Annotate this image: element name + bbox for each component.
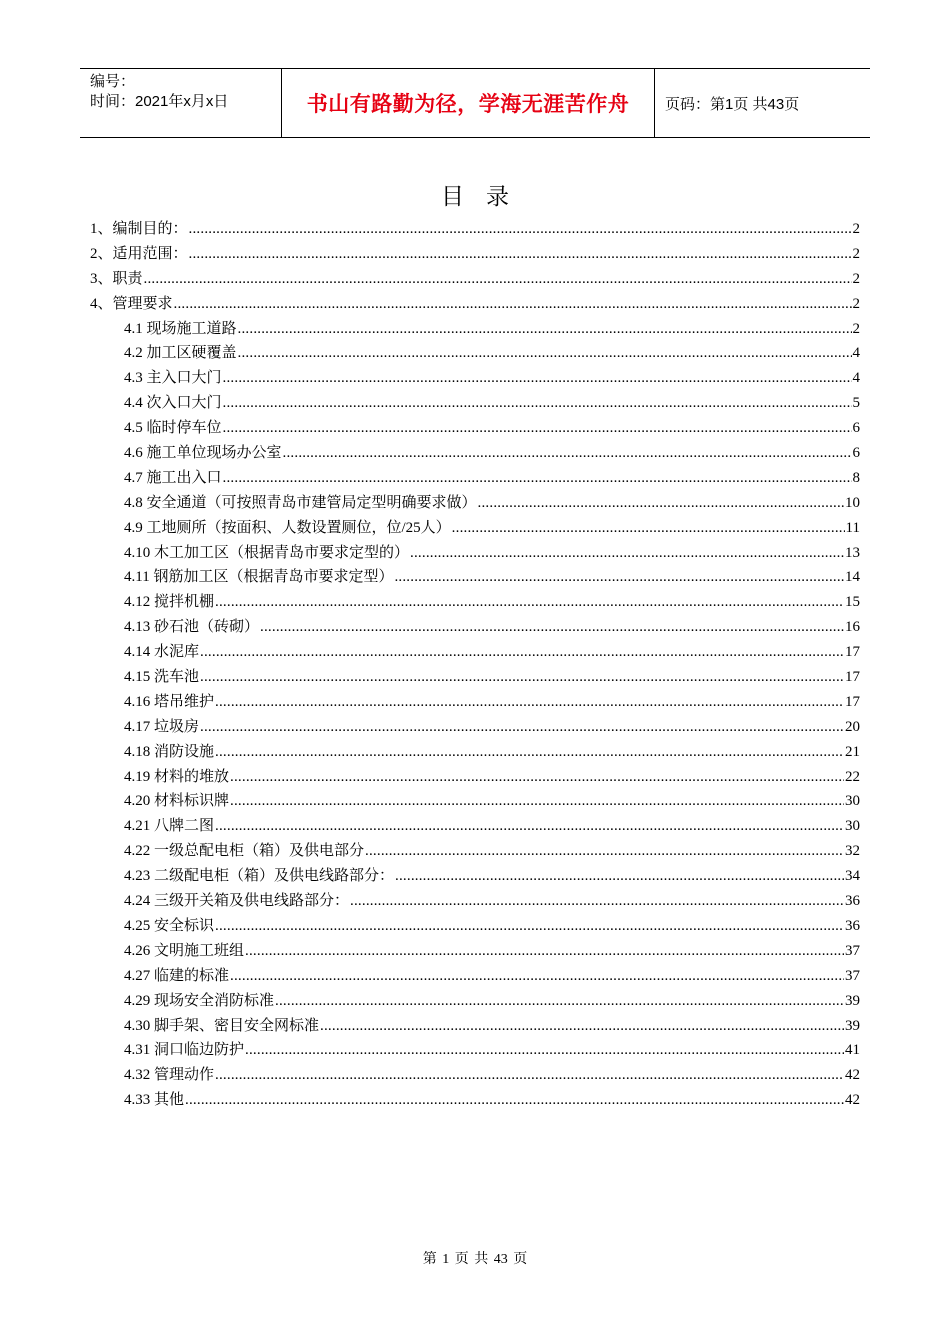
toc-entry-page: 39 <box>845 1017 860 1034</box>
toc-dot-leader <box>230 765 844 790</box>
toc-dot-leader <box>215 740 844 765</box>
toc-entry-page: 6 <box>852 445 860 462</box>
toc-entry-label: 4.24 三级开关箱及供电线路部分： <box>124 893 350 910</box>
toc-entry-page: 17 <box>845 669 860 686</box>
toc-dot-leader <box>223 391 852 416</box>
toc-dot-leader <box>223 466 852 491</box>
toc-entry[interactable] <box>90 516 860 541</box>
toc-entry-label: 4.4 次入口大门 <box>124 395 222 412</box>
toc-dot-leader <box>478 491 844 516</box>
toc-entry[interactable] <box>90 341 860 366</box>
toc-dot-leader <box>283 441 852 466</box>
toc-entry-page: 13 <box>845 544 860 561</box>
toc-dot-leader <box>223 416 852 441</box>
toc-entry-page: 21 <box>845 743 860 760</box>
toc-entry-label: 4.31 洞口临边防护 <box>124 1042 245 1059</box>
toc-entry[interactable] <box>90 715 860 740</box>
toc-entry[interactable] <box>90 665 860 690</box>
toc-entry-page: 37 <box>845 967 860 984</box>
toc-entry[interactable] <box>90 765 860 790</box>
toc-entry-label: 4.1 现场施工道路 <box>124 320 237 337</box>
toc-entry[interactable] <box>90 416 860 441</box>
toc-dot-leader <box>215 1063 844 1088</box>
toc-entry[interactable] <box>90 242 860 267</box>
toc-entry[interactable] <box>90 391 860 416</box>
toc-entry-label: 4.29 现场安全消防标准 <box>124 992 275 1009</box>
toc-entry[interactable] <box>90 317 860 342</box>
toc-entry-page: 15 <box>845 594 860 611</box>
toc-entry-page: 36 <box>845 917 860 934</box>
toc-entry-page: 36 <box>845 893 860 910</box>
toc-entry[interactable] <box>90 839 860 864</box>
toc-entry-page: 10 <box>845 494 860 511</box>
toc-entry[interactable] <box>90 590 860 615</box>
toc-dot-leader <box>230 964 844 989</box>
toc-dot-leader <box>238 341 852 366</box>
toc-dot-leader <box>350 889 844 914</box>
toc-entry[interactable] <box>90 864 860 889</box>
toc-entry-page: 17 <box>845 693 860 710</box>
toc-entry-page: 34 <box>845 868 860 885</box>
page-header <box>80 68 870 138</box>
toc-entry-page: 30 <box>845 818 860 835</box>
toc-entry-page: 4 <box>852 370 860 387</box>
toc-entry[interactable] <box>90 1063 860 1088</box>
toc-entry[interactable] <box>90 964 860 989</box>
toc-entry-page: 32 <box>845 843 860 860</box>
toc-entry-page: 2 <box>852 295 860 312</box>
toc-entry-page: 8 <box>852 469 860 486</box>
toc-entry-label: 4.18 消防设施 <box>124 743 215 760</box>
toc-entry[interactable] <box>90 690 860 715</box>
toc-entry-label: 4.30 脚手架、密目安全网标准 <box>124 1017 320 1034</box>
toc-entry-page: 42 <box>845 1067 860 1084</box>
toc-entry-label: 4.23 二级配电柜（箱）及供电线路部分： <box>124 868 395 885</box>
toc-entry-page: 4 <box>852 345 860 362</box>
document-date: 时间：2021年x月x日 <box>90 93 229 110</box>
toc-entry-label: 4、管理要求 <box>90 295 173 312</box>
toc-entry-label: 4.8 安全通道（可按照青岛市建管局定型明确要求做） <box>124 494 477 511</box>
toc-entry-page: 14 <box>845 569 860 586</box>
toc-entry-page: 16 <box>845 619 860 636</box>
toc-entry[interactable] <box>90 814 860 839</box>
toc-entry-label: 4.14 水泥库 <box>124 644 200 661</box>
toc-entry[interactable] <box>90 789 860 814</box>
header-motto: 书山有路勤为径，学海无涯苦作舟 <box>282 69 655 137</box>
toc-entry[interactable] <box>90 466 860 491</box>
toc-entry-label: 4.17 垃圾房 <box>124 718 200 735</box>
toc-dot-leader <box>395 864 844 889</box>
toc-dot-leader <box>215 690 844 715</box>
toc-dot-leader <box>200 715 844 740</box>
toc-dot-leader <box>394 565 844 590</box>
toc-entry[interactable] <box>90 989 860 1014</box>
header-meta-cell <box>80 69 282 137</box>
toc-entry[interactable] <box>90 1038 860 1063</box>
toc-entry[interactable] <box>90 217 860 242</box>
toc-entry-page: 17 <box>845 644 860 661</box>
toc-entry-label: 4.6 施工单位现场办公室 <box>124 445 282 462</box>
toc-entry-page: 41 <box>845 1042 860 1059</box>
toc-dot-leader <box>452 516 845 541</box>
toc-entry-label: 4.32 管理动作 <box>124 1067 215 1084</box>
toc-dot-leader <box>174 292 852 317</box>
document-number-label: 编号： <box>90 73 136 90</box>
toc-entry[interactable] <box>90 491 860 516</box>
toc-dot-leader <box>238 317 852 342</box>
toc-entry-page: 30 <box>845 793 860 810</box>
toc-dot-leader <box>215 814 844 839</box>
toc-entry[interactable] <box>90 267 860 292</box>
toc-entry-label: 4.10 木工加工区（根据青岛市要求定型的） <box>124 544 410 561</box>
toc-dot-leader <box>275 989 844 1014</box>
toc-dot-leader <box>215 914 844 939</box>
toc-dot-leader <box>200 665 844 690</box>
toc-entry-label: 4.2 加工区硬覆盖 <box>124 345 237 362</box>
toc-dot-leader <box>260 615 844 640</box>
toc-dot-leader <box>144 267 852 292</box>
toc-entry-label: 1、编制目的： <box>90 221 188 237</box>
toc-entry[interactable] <box>90 914 860 939</box>
toc-dot-leader <box>215 590 844 615</box>
toc-entry-page: 22 <box>845 768 860 785</box>
toc-entry-page: 37 <box>845 942 860 959</box>
toc-entry[interactable] <box>90 292 860 317</box>
toc-entry-label: 4.12 搅拌机棚 <box>124 594 215 611</box>
toc-entry-label: 4.25 安全标识 <box>124 917 215 934</box>
toc-entry[interactable] <box>90 565 860 590</box>
table-of-contents <box>90 217 860 1113</box>
toc-dot-leader <box>189 217 852 242</box>
toc-title: 目录 <box>441 184 531 209</box>
toc-entry-label: 4.3 主入口大门 <box>124 370 222 387</box>
page-footer: 第 1 页 共 43 页 <box>422 1252 528 1267</box>
toc-entry-label: 4.27 临建的标准 <box>124 967 230 984</box>
toc-entry[interactable] <box>90 615 860 640</box>
toc-entry[interactable] <box>90 1088 860 1113</box>
toc-entry-label: 4.19 材料的堆放 <box>124 768 230 785</box>
toc-entry-label: 4.7 施工出入口 <box>124 469 222 486</box>
toc-entry-label: 4.20 材料标识牌 <box>124 793 230 810</box>
toc-entry-page: 20 <box>845 718 860 735</box>
toc-entry[interactable] <box>90 541 860 566</box>
toc-dot-leader <box>410 541 844 566</box>
toc-entry-label: 4.11 钢筋加工区（根据青岛市要求定型） <box>124 569 394 586</box>
toc-entry-label: 4.15 洗车池 <box>124 669 200 686</box>
toc-dot-leader <box>200 640 844 665</box>
toc-entry-label: 2、适用范围： <box>90 245 188 262</box>
toc-entry[interactable] <box>90 640 860 665</box>
toc-dot-leader <box>189 242 852 267</box>
toc-entry-page: 6 <box>852 420 860 437</box>
toc-entry-page: 2 <box>852 270 860 287</box>
toc-dot-leader <box>320 1014 844 1039</box>
toc-entry[interactable] <box>90 889 860 914</box>
toc-dot-leader <box>185 1088 844 1113</box>
toc-entry-label: 4.9 工地厕所（按面积、人数设置厕位，位/25人） <box>124 519 451 536</box>
toc-entry[interactable] <box>90 939 860 964</box>
toc-entry-label: 4.33 其他 <box>124 1092 185 1109</box>
toc-dot-leader <box>245 939 844 964</box>
toc-dot-leader <box>230 789 844 814</box>
toc-entry-label: 4.26 文明施工班组 <box>124 942 245 959</box>
toc-entry-label: 4.13 砂石池（砖砌） <box>124 619 260 636</box>
toc-entry[interactable] <box>90 441 860 466</box>
header-page-info: 页码：第1页 共43页 <box>665 95 800 113</box>
toc-dot-leader <box>223 366 852 391</box>
toc-entry-label: 4.5 临时停车位 <box>124 420 222 437</box>
toc-dot-leader <box>365 839 844 864</box>
toc-entry-label: 4.22 一级总配电柜（箱）及供电部分 <box>124 843 365 860</box>
toc-entry-page: 11 <box>845 519 860 536</box>
toc-entry-page: 2 <box>852 320 860 337</box>
toc-entry-page: 39 <box>845 992 860 1009</box>
toc-entry[interactable] <box>90 1014 860 1039</box>
toc-entry-label: 4.21 八牌二图 <box>124 818 215 835</box>
toc-entry-label: 3、职责 <box>90 270 143 287</box>
toc-entry-page: 2 <box>852 221 860 237</box>
toc-entry[interactable] <box>90 740 860 765</box>
toc-entry-label: 4.16 塔吊维护 <box>124 693 215 710</box>
toc-entry-page: 5 <box>852 395 860 412</box>
toc-dot-leader <box>245 1038 844 1063</box>
toc-entry[interactable] <box>90 366 860 391</box>
toc-entry-page: 2 <box>852 245 860 262</box>
toc-entry-page: 42 <box>845 1092 860 1109</box>
